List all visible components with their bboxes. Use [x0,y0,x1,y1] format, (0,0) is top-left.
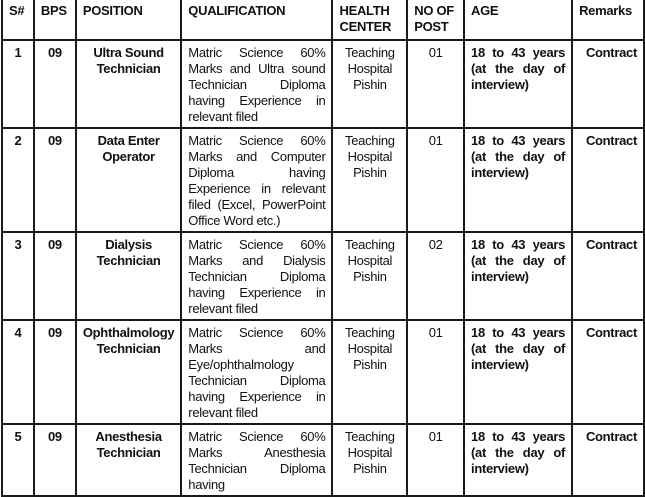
cell-health-center: Teaching Hospital Pishin [332,128,407,232]
cell-position: Data Enter Operator [76,128,181,232]
cell-qualification: Matric Science 60% Marks and Dialysis Technician Diploma having Experience in relevant filed [181,232,332,320]
jobs-table [1,0,645,497]
cell-age: 18 to 43 years (at the day of interview) [464,424,572,496]
cell-no-of-post: 01 [407,40,464,128]
header-remarks: Remarks [572,0,644,40]
cell-remarks: Contract [572,232,644,320]
table-row [2,320,644,424]
cell-bps: 09 [34,232,76,320]
table-row [2,424,644,496]
header-health-center: HEALTH CENTER [332,0,407,40]
cell-age: 18 to 43 years (at the day of interview) [464,232,572,320]
header-bps: BPS [34,0,76,40]
cell-no-of-post: 01 [407,424,464,496]
table-row [2,232,644,320]
cell-health-center: Teaching Hospital Pishin [332,40,407,128]
header-no-of-post: NO OF POST [407,0,464,40]
cell-no-of-post: 01 [407,128,464,232]
cell-sn: 4 [2,320,34,424]
cell-bps: 09 [34,128,76,232]
table-row [2,40,644,128]
cell-bps: 09 [34,424,76,496]
cell-sn: 2 [2,128,34,232]
cell-remarks: Contract [572,424,644,496]
cell-qualification: Matric Science 60% Marks and Ultra sound Technician Diploma having Experience in relevant filed [181,40,332,128]
cell-bps: 09 [34,40,76,128]
cell-qualification: Matric Science 60% Marks and Computer Diploma having Experience in relevant filed (Excel, PowerPoint Office Word etc.) [181,128,332,232]
cell-remarks: Contract [572,40,644,128]
header-sn: S# [2,0,34,40]
cell-sn: 3 [2,232,34,320]
cell-age: 18 to 43 years (at the day of interview) [464,320,572,424]
cell-position: Ophthalmology Technician [76,320,181,424]
cell-remarks: Contract [572,320,644,424]
header-age: AGE [464,0,572,40]
cell-age: 18 to 43 years (at the day of interview) [464,128,572,232]
cell-qualification: Matric Science 60% Marks and Eye/ophthalmology Technician Diploma having Experience in relevant filed [181,320,332,424]
cell-age: 18 to 43 years (at the day of interview) [464,40,572,128]
header-row [2,0,644,40]
cell-position: Dialysis Technician [76,232,181,320]
cell-remarks: Contract [572,128,644,232]
header-qualification: QUALIFICATION [181,0,332,40]
cell-bps: 09 [34,320,76,424]
cell-sn: 1 [2,40,34,128]
cell-position: Anesthesia Technician [76,424,181,496]
cell-health-center: Teaching Hospital Pishin [332,424,407,496]
cell-no-of-post: 02 [407,232,464,320]
cell-position: Ultra Sound Technician [76,40,181,128]
cell-health-center: Teaching Hospital Pishin [332,320,407,424]
table-row [2,128,644,232]
cell-qualification: Matric Science 60% Marks Anesthesia Technician Diploma having [181,424,332,496]
cell-no-of-post: 01 [407,320,464,424]
header-position: POSITION [76,0,181,40]
cell-health-center: Teaching Hospital Pishin [332,232,407,320]
cell-sn: 5 [2,424,34,496]
